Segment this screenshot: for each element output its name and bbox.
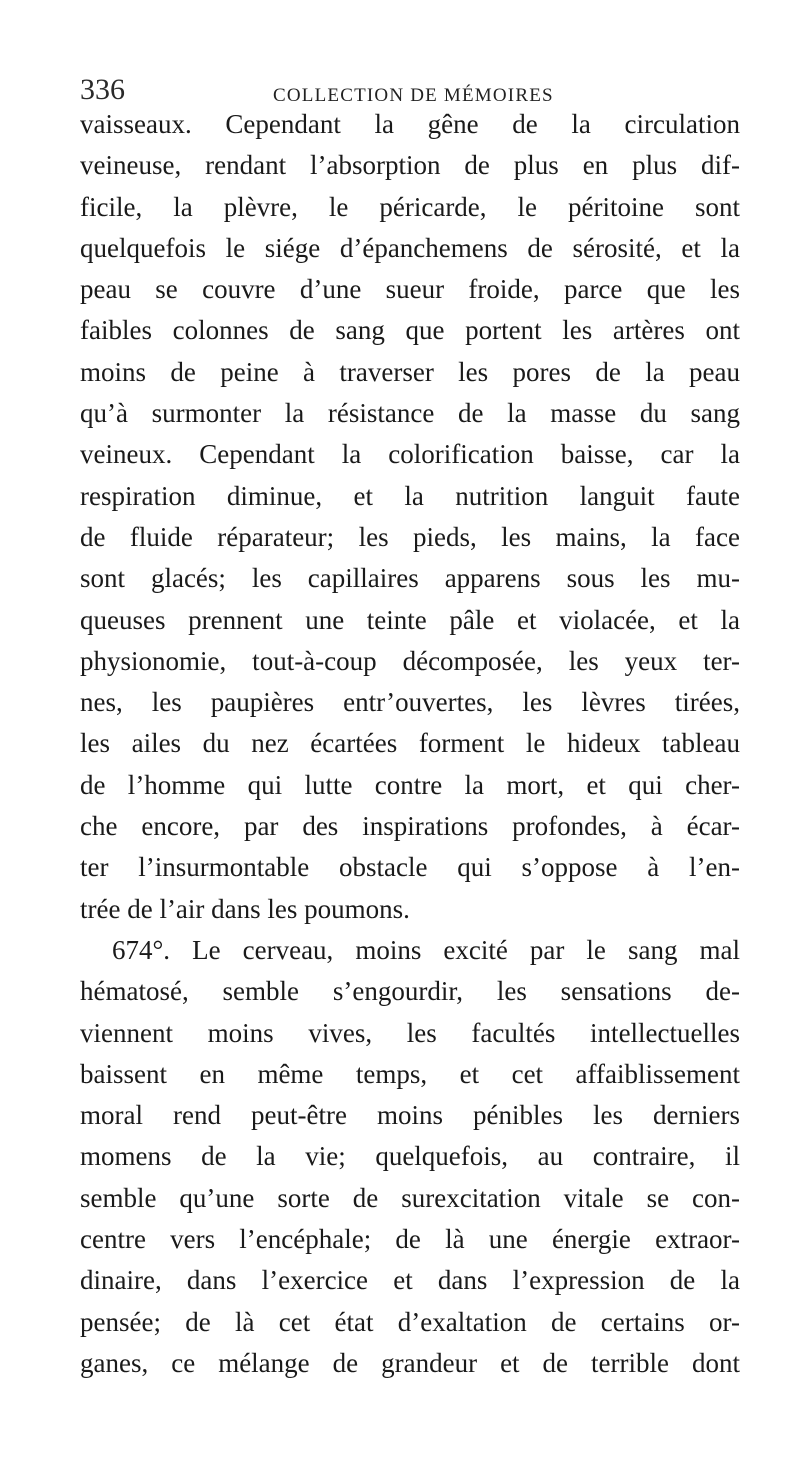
text-line: veineux. Cependant la colorification baisse, car la	[80, 439, 740, 470]
text-line: de l’homme qui lutte contre la mort, et qui cher-	[80, 769, 740, 800]
body-text	[80, 104, 740, 1384]
text-line: pensée; de là cet état d’exaltation de certains or-	[80, 1306, 740, 1337]
text-line: ficile, la plèvre, le péricarde, le péritoine sont	[80, 191, 740, 222]
text-line: queuses prennent une teinte pâle et violacée, et la	[80, 604, 740, 635]
text-line: hématosé, semble s’engourdir, les sensations de-	[80, 976, 740, 1007]
text-line: dinaire, dans l’exercice et dans l’expression de la	[80, 1265, 740, 1296]
page-number: 336	[80, 73, 125, 106]
text-line: respiration diminue, et la nutrition languit faute	[80, 480, 740, 511]
text-line: de fluide réparateur; les pieds, les mains, la face	[80, 521, 740, 552]
text-line: ganes, ce mélange de grandeur et de terrible dont	[80, 1347, 740, 1378]
page-header	[80, 58, 740, 110]
text-line: veineuse, rendant l’absorption de plus en plus dif-	[80, 150, 740, 181]
text-line: ter l’insurmontable obstacle qui s’oppose à l’en-	[80, 852, 740, 883]
text-line: peau se couvre d’une sueur froide, parce que les	[80, 274, 740, 305]
text-line: quelquefois le siége d’épanchemens de sérosité, et la	[80, 232, 740, 263]
text-line: moins de peine à traverser les pores de la peau	[80, 356, 740, 387]
text-line: physionomie, tout-à-coup décomposée, les yeux ter-	[80, 645, 740, 676]
text-line: les ailes du nez écartées forment le hideux tableau	[80, 728, 740, 759]
text-line: semble qu’une sorte de surexcitation vitale se con-	[80, 1182, 740, 1213]
running-title: COLLECTION DE MÉMOIRES	[273, 85, 554, 106]
text-line: faibles colonnes de sang que portent les artères ont	[80, 315, 740, 346]
text-line: che encore, par des inspirations profondes, à écar-	[80, 811, 740, 842]
text-line-paragraph-start: 674°. Le cerveau, moins excité par le sang mal	[112, 934, 740, 965]
text-line: nes, les paupières entr’ouvertes, les lèvres tirées,	[80, 687, 740, 718]
text-line: viennent moins vives, les facultés intellectuelles	[80, 1017, 740, 1048]
text-line: trée de l’air dans les poumons.	[80, 893, 410, 924]
text-line: centre vers l’encéphale; de là une énergie extraor-	[80, 1224, 740, 1255]
text-line: momens de la vie; quelquefois, au contraire, il	[80, 1141, 740, 1172]
text-line: qu’à surmonter la résistance de la masse du sang	[80, 398, 740, 429]
text-line: sont glacés; les capillaires apparens sous les mu-	[80, 563, 740, 594]
text-line: moral rend peut-être moins pénibles les derniers	[80, 1100, 740, 1131]
text-line: vaisseaux. Cependant la gêne de la circulation	[80, 109, 740, 139]
text-line: baissent en même temps, et cet affaiblissement	[80, 1058, 740, 1089]
